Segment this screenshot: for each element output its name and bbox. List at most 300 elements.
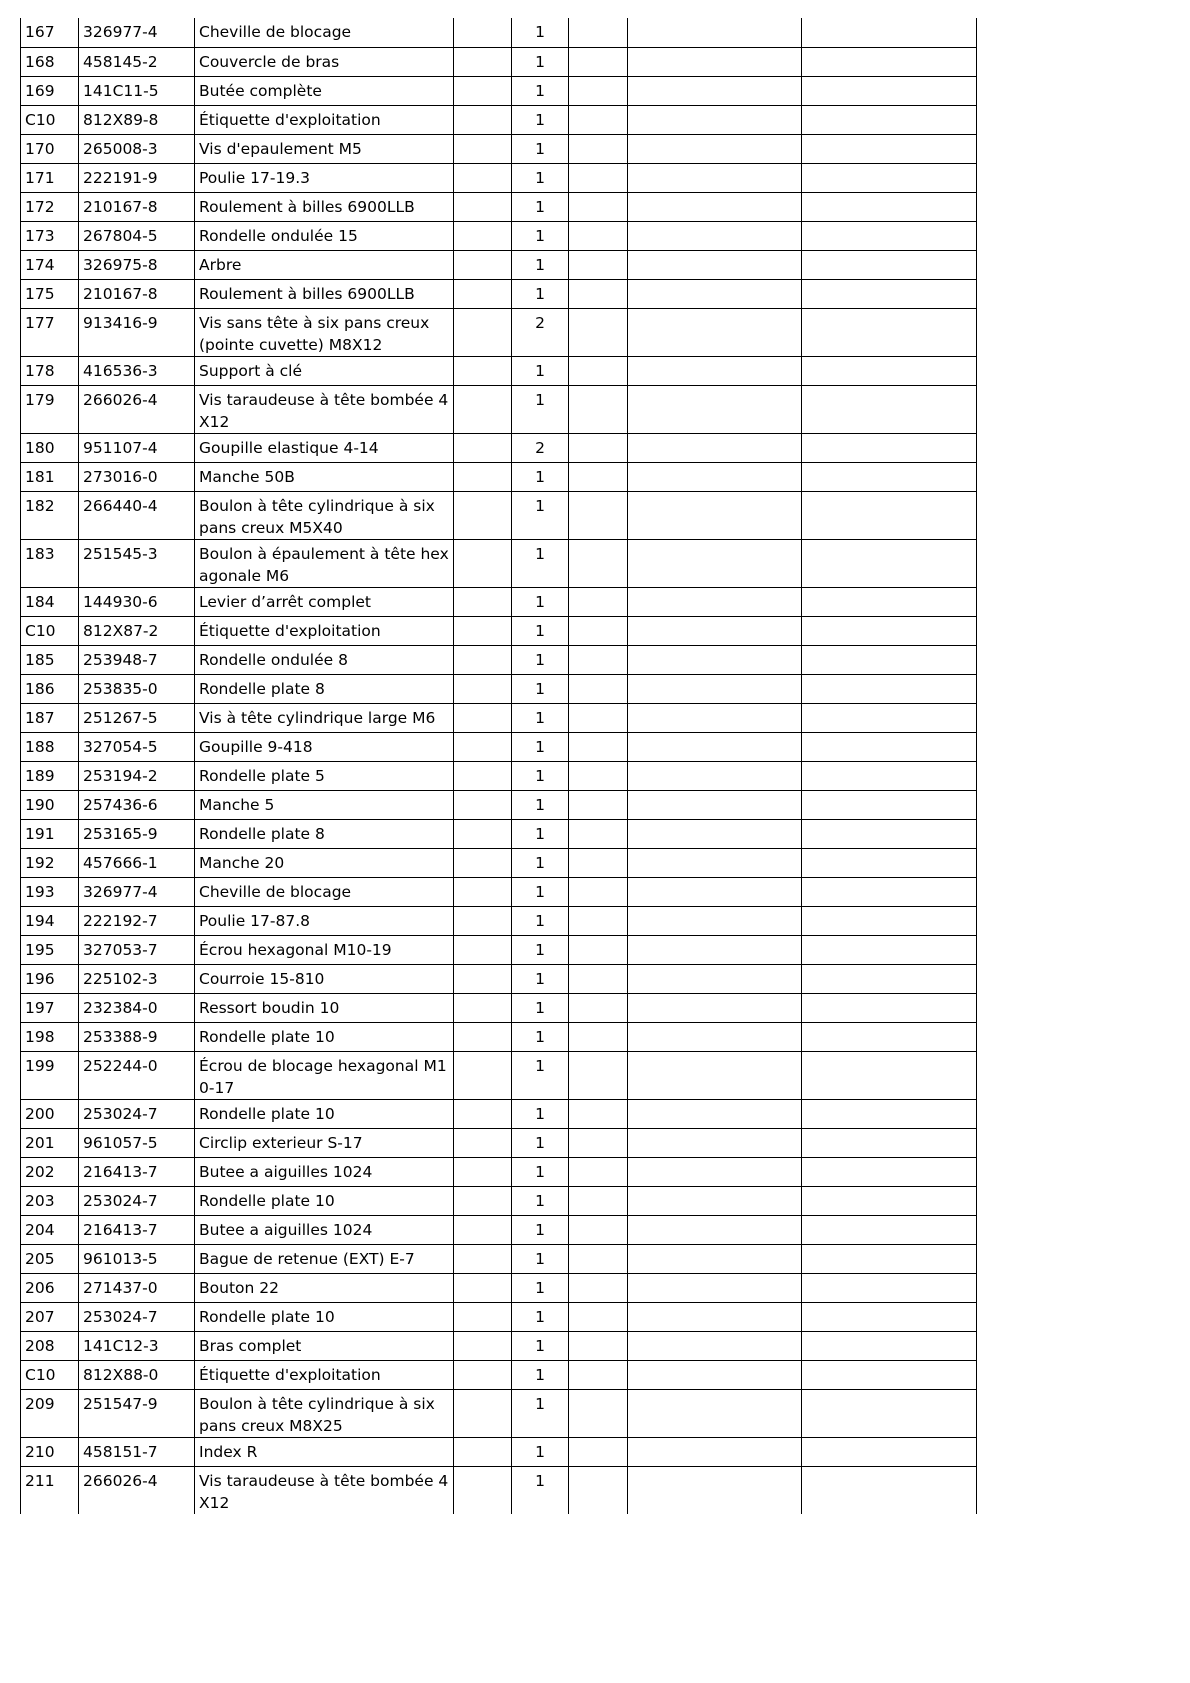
part-description-cell: Bague de retenue (EXT) E-7 [195,1244,454,1273]
empty-cell [628,1331,802,1360]
empty-cell [454,906,512,935]
table-row [21,906,977,935]
part-description-cell: Étiquette d'exploitation [195,105,454,134]
empty-cell [569,674,628,703]
part-reference-cell: 141C12-3 [79,1331,195,1360]
part-description-cell: Rondelle plate 8 [195,674,454,703]
empty-cell [454,645,512,674]
table-row [21,279,977,308]
empty-cell [454,1331,512,1360]
quantity-cell: 1 [512,1099,569,1128]
part-description-cell: Support à clé [195,356,454,385]
empty-cell [569,1466,628,1514]
empty-cell [802,308,977,356]
item-number-cell: 195 [21,935,79,964]
part-description-cell: Roulement à billes 6900LLB [195,192,454,221]
table-row [21,47,977,76]
item-number-cell: 168 [21,47,79,76]
table-row [21,250,977,279]
quantity-cell: 1 [512,906,569,935]
empty-cell [569,877,628,906]
empty-cell [628,587,802,616]
empty-cell [628,1360,802,1389]
empty-cell [628,1389,802,1437]
item-number-cell: 178 [21,356,79,385]
quantity-cell: 1 [512,1389,569,1437]
item-number-cell: 179 [21,385,79,433]
part-description-cell: Vis taraudeuse à tête bombée 4X12 [195,1466,454,1514]
empty-cell [802,462,977,491]
empty-cell [802,1157,977,1186]
empty-cell [628,1273,802,1302]
empty-cell [454,1215,512,1244]
empty-cell [569,1437,628,1466]
part-description-cell: Écrou de blocage hexagonal M10-17 [195,1051,454,1099]
quantity-cell: 1 [512,1157,569,1186]
empty-cell [454,1157,512,1186]
part-description-cell: Butée complète [195,76,454,105]
empty-cell [802,1437,977,1466]
empty-cell [628,433,802,462]
part-description-cell: Manche 50B [195,462,454,491]
part-reference-cell: 222192-7 [79,906,195,935]
empty-cell [454,1437,512,1466]
empty-cell [569,539,628,587]
quantity-cell: 1 [512,1302,569,1331]
empty-cell [454,385,512,433]
part-description-cell: Index R [195,1437,454,1466]
empty-cell [802,935,977,964]
empty-cell [802,1389,977,1437]
part-reference-cell: 232384-0 [79,993,195,1022]
empty-cell [569,279,628,308]
item-number-cell: 184 [21,587,79,616]
part-description-cell: Butee a aiguilles 1024 [195,1215,454,1244]
empty-cell [802,587,977,616]
empty-cell [454,1186,512,1215]
parts-list-table [20,18,977,1514]
empty-cell [569,1186,628,1215]
table-row [21,18,977,47]
table-row [21,1186,977,1215]
empty-cell [454,279,512,308]
quantity-cell: 1 [512,1437,569,1466]
item-number-cell: 202 [21,1157,79,1186]
empty-cell [802,1186,977,1215]
item-number-cell: 203 [21,1186,79,1215]
empty-cell [569,1051,628,1099]
item-number-cell: 183 [21,539,79,587]
part-description-cell: Étiquette d'exploitation [195,1360,454,1389]
empty-cell [569,761,628,790]
part-description-cell: Goupille elastique 4-14 [195,433,454,462]
table-row [21,462,977,491]
empty-cell [802,18,977,47]
part-reference-cell: 326977-4 [79,877,195,906]
part-reference-cell: 144930-6 [79,587,195,616]
item-number-cell: 206 [21,1273,79,1302]
empty-cell [802,163,977,192]
empty-cell [628,385,802,433]
empty-cell [569,491,628,539]
part-description-cell: Boulon à tête cylindrique à six pans creux M5X40 [195,491,454,539]
item-number-cell: 208 [21,1331,79,1360]
empty-cell [628,1244,802,1273]
quantity-cell: 1 [512,1128,569,1157]
empty-cell [454,1051,512,1099]
table-row [21,1389,977,1437]
empty-cell [569,1157,628,1186]
empty-cell [569,645,628,674]
item-number-cell: 198 [21,1022,79,1051]
quantity-cell: 1 [512,761,569,790]
empty-cell [454,18,512,47]
item-number-cell: 200 [21,1099,79,1128]
quantity-cell: 1 [512,587,569,616]
empty-cell [628,308,802,356]
empty-cell [628,47,802,76]
table-row [21,1022,977,1051]
empty-cell [802,76,977,105]
quantity-cell: 1 [512,993,569,1022]
empty-cell [454,1466,512,1514]
empty-cell [454,848,512,877]
part-reference-cell: 273016-0 [79,462,195,491]
part-reference-cell: 222191-9 [79,163,195,192]
table-row [21,1051,977,1099]
part-reference-cell: 253835-0 [79,674,195,703]
table-row [21,1302,977,1331]
part-description-cell: Bouton 22 [195,1273,454,1302]
quantity-cell: 1 [512,105,569,134]
part-reference-cell: 141C11-5 [79,76,195,105]
empty-cell [569,433,628,462]
item-number-cell: 204 [21,1215,79,1244]
empty-cell [802,1273,977,1302]
item-number-cell: 201 [21,1128,79,1157]
empty-cell [569,732,628,761]
quantity-cell: 1 [512,1215,569,1244]
empty-cell [802,732,977,761]
empty-cell [628,1466,802,1514]
empty-cell [802,539,977,587]
part-description-cell: Cheville de blocage [195,18,454,47]
part-description-cell: Rondelle plate 10 [195,1099,454,1128]
empty-cell [802,993,977,1022]
part-reference-cell: 961057-5 [79,1128,195,1157]
part-reference-cell: 253948-7 [79,645,195,674]
empty-cell [454,703,512,732]
part-reference-cell: 253024-7 [79,1186,195,1215]
item-number-cell: 181 [21,462,79,491]
empty-cell [628,645,802,674]
table-row [21,674,977,703]
empty-cell [569,192,628,221]
item-number-cell: 167 [21,18,79,47]
part-reference-cell: 253194-2 [79,761,195,790]
part-reference-cell: 210167-8 [79,192,195,221]
empty-cell [569,790,628,819]
part-reference-cell: 251545-3 [79,539,195,587]
empty-cell [628,993,802,1022]
quantity-cell: 1 [512,192,569,221]
table-row [21,964,977,993]
empty-cell [569,250,628,279]
empty-cell [454,250,512,279]
empty-cell [569,18,628,47]
item-number-cell: 177 [21,308,79,356]
part-description-cell: Courroie 15-810 [195,964,454,993]
empty-cell [802,616,977,645]
empty-cell [569,308,628,356]
empty-cell [454,192,512,221]
item-number-cell: 199 [21,1051,79,1099]
part-description-cell: Poulie 17-87.8 [195,906,454,935]
part-description-cell: Cheville de blocage [195,877,454,906]
empty-cell [628,134,802,163]
empty-cell [802,761,977,790]
item-number-cell: 187 [21,703,79,732]
empty-cell [569,1389,628,1437]
empty-cell [802,134,977,163]
empty-cell [802,1331,977,1360]
part-description-cell: Boulon à épaulement à tête hexagonale M6 [195,539,454,587]
table-row [21,819,977,848]
empty-cell [628,1437,802,1466]
part-reference-cell: 251547-9 [79,1389,195,1437]
empty-cell [454,1389,512,1437]
empty-cell [454,47,512,76]
quantity-cell: 1 [512,1331,569,1360]
empty-cell [802,385,977,433]
empty-cell [569,47,628,76]
empty-cell [628,819,802,848]
part-description-cell: Rondelle plate 5 [195,761,454,790]
part-reference-cell: 251267-5 [79,703,195,732]
empty-cell [802,250,977,279]
item-number-cell: 175 [21,279,79,308]
part-description-cell: Goupille 9-418 [195,732,454,761]
part-reference-cell: 812X88-0 [79,1360,195,1389]
empty-cell [628,732,802,761]
empty-cell [569,1099,628,1128]
quantity-cell: 1 [512,163,569,192]
empty-cell [628,539,802,587]
item-number-cell: 193 [21,877,79,906]
quantity-cell: 1 [512,76,569,105]
empty-cell [628,964,802,993]
empty-cell [628,674,802,703]
part-reference-cell: 216413-7 [79,1157,195,1186]
item-number-cell: 189 [21,761,79,790]
quantity-cell: 1 [512,1273,569,1302]
empty-cell [454,1128,512,1157]
part-reference-cell: 252244-0 [79,1051,195,1099]
empty-cell [628,192,802,221]
table-row [21,105,977,134]
item-number-cell: 205 [21,1244,79,1273]
part-reference-cell: 266026-4 [79,1466,195,1514]
item-number-cell: 180 [21,433,79,462]
table-row [21,1331,977,1360]
part-description-cell: Couvercle de bras [195,47,454,76]
item-number-cell: 192 [21,848,79,877]
empty-cell [454,356,512,385]
item-number-cell: 169 [21,76,79,105]
empty-cell [628,76,802,105]
empty-cell [454,616,512,645]
part-description-cell: Manche 20 [195,848,454,877]
part-reference-cell: 327054-5 [79,732,195,761]
quantity-cell: 1 [512,1051,569,1099]
empty-cell [802,1215,977,1244]
item-number-cell: 191 [21,819,79,848]
table-row [21,616,977,645]
table-row [21,703,977,732]
part-description-cell: Levier d’arrêt complet [195,587,454,616]
part-reference-cell: 266026-4 [79,385,195,433]
part-reference-cell: 253024-7 [79,1302,195,1331]
table-row [21,1244,977,1273]
part-description-cell: Rondelle plate 10 [195,1186,454,1215]
part-description-cell: Manche 5 [195,790,454,819]
empty-cell [454,433,512,462]
empty-cell [569,703,628,732]
empty-cell [802,790,977,819]
empty-cell [802,192,977,221]
part-reference-cell: 812X89-8 [79,105,195,134]
empty-cell [628,848,802,877]
empty-cell [802,703,977,732]
table-row [21,433,977,462]
quantity-cell: 1 [512,462,569,491]
empty-cell [569,993,628,1022]
part-description-cell: Roulement à billes 6900LLB [195,279,454,308]
quantity-cell: 1 [512,250,569,279]
empty-cell [802,105,977,134]
item-number-cell: 194 [21,906,79,935]
empty-cell [454,674,512,703]
item-number-cell: 209 [21,1389,79,1437]
table-row [21,1360,977,1389]
table-row [21,1437,977,1466]
empty-cell [454,1244,512,1273]
empty-cell [454,308,512,356]
quantity-cell: 1 [512,732,569,761]
quantity-cell: 2 [512,308,569,356]
quantity-cell: 1 [512,790,569,819]
empty-cell [454,732,512,761]
empty-cell [569,964,628,993]
empty-cell [454,964,512,993]
empty-cell [802,819,977,848]
part-description-cell: Rondelle plate 10 [195,1302,454,1331]
empty-cell [569,1360,628,1389]
part-reference-cell: 210167-8 [79,279,195,308]
part-description-cell: Vis taraudeuse à tête bombée 4X12 [195,385,454,433]
empty-cell [628,1099,802,1128]
empty-cell [569,819,628,848]
table-row [21,491,977,539]
item-number-cell: 172 [21,192,79,221]
part-description-cell: Circlip exterieur S-17 [195,1128,454,1157]
table-row [21,134,977,163]
quantity-cell: 1 [512,134,569,163]
item-number-cell: 190 [21,790,79,819]
empty-cell [628,1302,802,1331]
part-reference-cell: 326977-4 [79,18,195,47]
part-reference-cell: 253024-7 [79,1099,195,1128]
empty-cell [569,1302,628,1331]
empty-cell [454,134,512,163]
quantity-cell: 1 [512,645,569,674]
part-description-cell: Étiquette d'exploitation [195,616,454,645]
empty-cell [454,491,512,539]
empty-cell [454,761,512,790]
item-number-cell: C10 [21,105,79,134]
part-reference-cell: 267804-5 [79,221,195,250]
quantity-cell: 1 [512,1186,569,1215]
empty-cell [802,1128,977,1157]
quantity-cell: 1 [512,491,569,539]
table-row [21,645,977,674]
empty-cell [628,279,802,308]
part-description-cell: Rondelle ondulée 8 [195,645,454,674]
part-description-cell: Poulie 17-19.3 [195,163,454,192]
empty-cell [628,1157,802,1186]
table-row [21,76,977,105]
quantity-cell: 1 [512,703,569,732]
empty-cell [569,134,628,163]
table-row [21,761,977,790]
table-row [21,1099,977,1128]
empty-cell [569,1128,628,1157]
empty-cell [569,1244,628,1273]
part-reference-cell: 951107-4 [79,433,195,462]
item-number-cell: 197 [21,993,79,1022]
item-number-cell: 210 [21,1437,79,1466]
quantity-cell: 1 [512,385,569,433]
table-row [21,848,977,877]
parts-table-body [21,18,977,1514]
part-reference-cell: 416536-3 [79,356,195,385]
item-number-cell: C10 [21,1360,79,1389]
empty-cell [569,163,628,192]
empty-cell [628,761,802,790]
part-description-cell: Ressort boudin 10 [195,993,454,1022]
part-description-cell: Rondelle plate 8 [195,819,454,848]
empty-cell [569,1215,628,1244]
empty-cell [454,587,512,616]
empty-cell [454,462,512,491]
table-row [21,993,977,1022]
part-reference-cell: 458151-7 [79,1437,195,1466]
empty-cell [569,462,628,491]
part-description-cell: Butee a aiguilles 1024 [195,1157,454,1186]
part-description-cell: Vis sans tête à six pans creux (pointe cuvette) M8X12 [195,308,454,356]
item-number-cell: 174 [21,250,79,279]
table-row [21,935,977,964]
part-description-cell: Rondelle ondulée 15 [195,221,454,250]
empty-cell [628,616,802,645]
empty-cell [454,1360,512,1389]
empty-cell [628,18,802,47]
item-number-cell: 207 [21,1302,79,1331]
table-row [21,1215,977,1244]
empty-cell [454,877,512,906]
empty-cell [569,1022,628,1051]
table-row [21,163,977,192]
